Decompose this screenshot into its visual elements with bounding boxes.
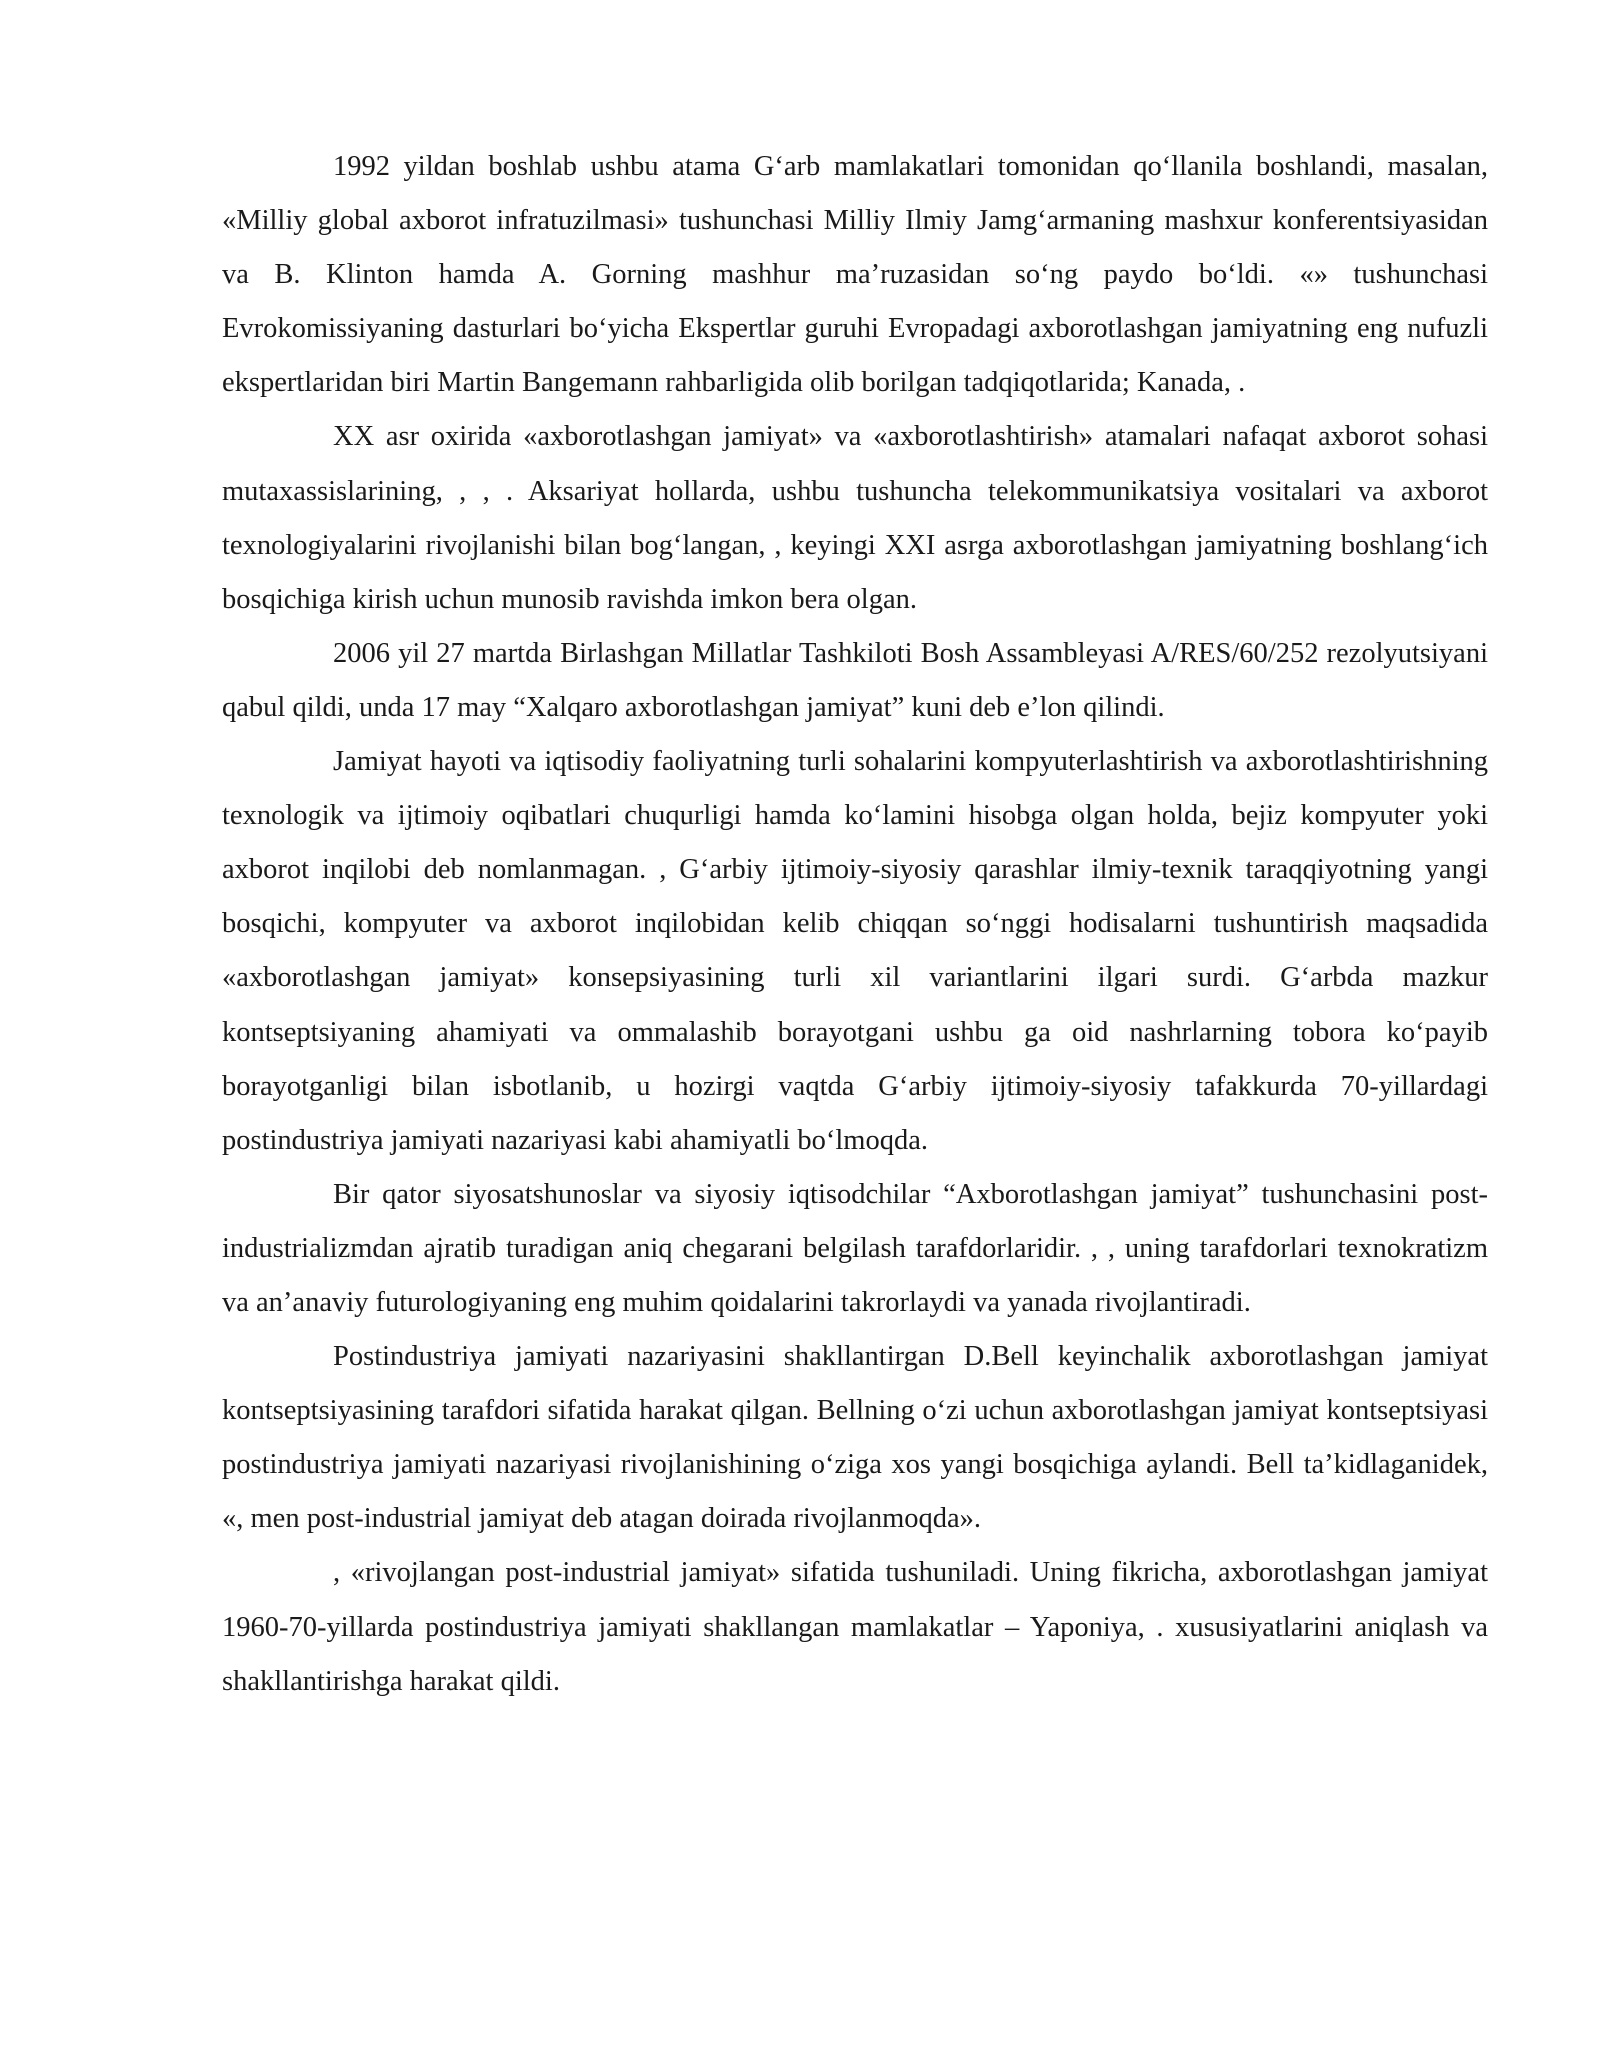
paragraph-7: , «rivojlangan post-industrial jamiyat» sifatida tushuniladi. Uning fikricha, axborotlashgan jamiyat 1960-70-yillarda postindustriya jamiyati shakllangan mamlakatlar – Yaponiya, . xususiyatlarini aniqlash va shakllantirishga harakat qildi. — [222, 1557, 1488, 1697]
paragraph-5: Bir qator siyosatshunoslar va siyosiy iqtisodchilar “Axborotlashgan jamiyat” tushunchasini post-industrializmdan ajratib turadigan aniq chegarani belgilash tarafdorlaridir. , , uning tarafdorlari texnokratizm va an’anaviy futurologiyaning eng muhim qoidalarini takrorlaydi va yanada rivojlantiradi. — [222, 1178, 1488, 1318]
paragraph-1: 1992 yildan boshlab ushbu atama G‘arb mamlakatlari tomonidan qo‘llanila boshlandi, masalan, «Milliy global axborot infratuzilmasi» tushunchasi Milliy Ilmiy Jamg‘armaning mashxur konferentsiyasidan va B. Klinton hamda A. Gorning mashhur ma’ruzasidan so‘ng paydo bo‘ldi. «» tushunchasi Evrokomissiyaning dasturlari bo‘yicha Ekspertlar guruhi Evropadagi axborotlashgan jamiyatning eng nufuzli ekspertlaridan biri Martin Bangemann rahbarligida olib borilgan tadqiqotlarida; Kanada, . — [222, 151, 1488, 399]
paragraph-4: Jamiyat hayoti va iqtisodiy faoliyatning turli sohalarini kompyuterlashtirish va axborotlashtirishning texnologik va ijtimoiy oqibatlari chuqurligi hamda ko‘lamini hisobga olgan holda, bejiz kompyuter yoki axborot inqilobi deb nomlanmagan. , G‘arbiy ijtimoiy-siyosiy qarashlar ilmiy-texnik taraqqiyotning yangi bosqichi, kompyuter va axborot inqilobidan kelib chiqqan so‘nggi hodisalarni tushuntirish maqsadida «axborotlashgan jamiyat» konsepsiyasining turli xil variantlarini ilgari surdi. G‘arbda mazkur kontseptsiyaning ahamiyati va ommalashib borayotgani ushbu ga oid nashrlarning tobora ko‘payib borayotganligi bilan isbotlanib, u hozirgi vaqtda G‘arbiy ijtimoiy-siyosiy tafakkurda 70-yillardagi postindustriya jamiyati nazariyasi kabi ahamiyatli bo‘lmoqda. — [222, 746, 1488, 1156]
document-body — [222, 140, 1488, 1709]
paragraph-6: Postindustriya jamiyati nazariyasini shakllantirgan D.Bell keyinchalik axborotlashgan jamiyat kontseptsiyasining tarafdori sifatida harakat qilgan. Bellning o‘zi uchun axborotlashgan jamiyat kontseptsiyasi postindustriya jamiyati nazariyasi rivojlanishining o‘ziga xos yangi bosqichiga aylandi. Bell ta’kidlaganidek, «, men post-industrial jamiyat deb atagan doirada rivojlanmoqda». — [222, 1341, 1488, 1535]
paragraph-2: XX asr oxirida «axborotlashgan jamiyat» va «axborotlashtirish» atamalari nafaqat axborot sohasi mutaxassislarining, , , . Aksariyat hollarda, ushbu tushuncha telekommunikatsiya vositalari va axborot texnologiyalarini rivojlanishi bilan bog‘langan, , keyingi XXI asrga axborotlashgan jamiyatning boshlang‘ich bosqichiga kirish uchun munosib ravishda imkon bera olgan. — [222, 421, 1488, 615]
paragraph-3: 2006 yil 27 martda Birlashgan Millatlar Tashkiloti Bosh Assambleyasi A/RES/60/252 rezolyutsiyani qabul qildi, unda 17 may “Xalqaro axborotlashgan jamiyat” kuni deb e’lon qilindi. — [222, 637, 1488, 723]
